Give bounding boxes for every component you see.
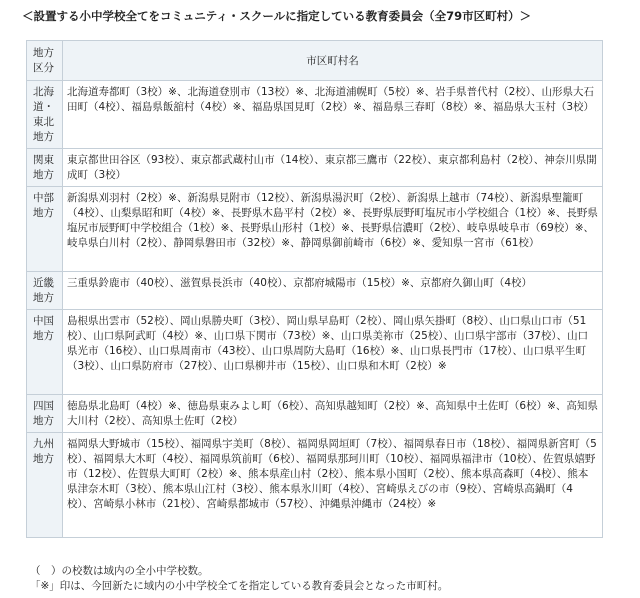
page-title: ＜設置する小中学校全てをコミュニティ・スクールに指定している教育委員会（全79市区町村）＞ (22, 9, 532, 23)
region-cell (27, 187, 63, 272)
table-row (27, 272, 603, 310)
names-cell: 三重県鈴鹿市（40校）、滋賀県長浜市（40校）、京都府城陽市（15校）※、京都府久御山町（4校） (63, 272, 603, 310)
region-cell (27, 149, 63, 187)
region-cell (27, 433, 63, 538)
names-cell: 徳島県北島町（4校）※、徳島県東みよし町（6校）、高知県越知町（2校）※、高知県中土佐町（6校）※、高知県大川村（2校）、高知県土佐町（2校） (63, 395, 603, 433)
header-region (27, 41, 63, 81)
region-label: 九州 地方 (33, 438, 54, 465)
region-label: 関東 地方 (33, 154, 54, 181)
region-cell (27, 81, 63, 149)
table-header-row (27, 41, 603, 81)
names-cell: 北海道寿都町（3校）※、北海道登別市（13校）※、北海道浦幌町（5校）※、岩手県普代村（2校）、山形県大石田町（4校）、福島県飯舘村（4校）※、福島県国見町（2校）※、福島県三春町（8校）※、福島県大玉村（3校） (63, 81, 603, 149)
table-row (27, 310, 603, 395)
names-cell: 福岡県大野城市（15校）、福岡県宇美町（8校）、福岡県岡垣町（7校）、福岡県春日市（18校）、福岡県新宮町（5校）、福岡県大木町（4校）、福岡県筑前町（6校）、福岡県那珂川町（10校）、福岡県福津市（10校）、佐賀県嬉野市（12校）、佐賀県大町町（2校）※、熊本県産山村（2校）、熊本県小国町（2校）、熊本県高森町（4校）、熊本県津奈木町（3校）、熊本県山江村（3校）、熊本県氷川町（4校）、宮崎県えびの市（9校）、宮崎県高鍋町（4校）、宮崎県小林市（21校）、宮崎県都城市（57校）、沖縄県沖縄市（24校）※ (63, 433, 603, 538)
region-label: 中部 地方 (33, 192, 54, 219)
region-cell (27, 395, 63, 433)
header-region-label: 地方 区分 (33, 47, 54, 74)
table-row (27, 433, 603, 538)
table-row (27, 81, 603, 149)
table-row (27, 149, 603, 187)
region-cell (27, 272, 63, 310)
region-label: 近畿 地方 (33, 277, 54, 304)
region-label: 中国 地方 (33, 315, 54, 342)
table-row (27, 395, 603, 433)
table-notes (30, 564, 630, 594)
names-cell: 新潟県刈羽村（2校）※、新潟県見附市（12校）、新潟県湯沢町（2校）、新潟県上越市（74校）、新潟県聖籠町（4校）、山梨県昭和町（4校）※、長野県木島平村（2校）※、長野県辰野町塩尻市小学校組合（1校）※、長野県塩尻市辰野町中学校組合（1校）※、長野県山形村（1校）※、長野県信濃町（2校）、岐阜県岐阜市（69校）※、岐阜県白川村（2校）、静岡県磐田市（32校）※、静岡県御前崎市（6校）※、愛知県一宮市（61校） (63, 187, 603, 272)
region-cell (27, 310, 63, 395)
note-school-count: （ ）の校数は域内の全小中学校数。 (30, 565, 209, 577)
names-cell: 島根県出雲市（52校）、岡山県勝央町（3校）、岡山県早島町（2校）、岡山県矢掛町（8校）、山口県山口市（51校）、山口県阿武町（4校）※、山口県下関市（73校）※、山口県美祢市（25校）、山口県宇部市（37校）、山口県光市（16校）、山口県周南市（43校）、山口県周防大島町（16校）※、山口県長門市（17校）、山口県平生町（3校）、山口県防府市（27校）、山口県柳井市（15校）、山口県和木町（2校）※ (63, 310, 603, 395)
region-label: 四国 地方 (33, 400, 54, 427)
table-row (27, 187, 603, 272)
region-label: 北海 道・ 東北 地方 (33, 86, 54, 143)
header-names: 市区町村名 (63, 41, 603, 81)
note-asterisk: 「※」印は、今回新たに域内の小中学校全てを指定している教育委員会となった市町村。 (30, 580, 449, 592)
names-cell: 東京都世田谷区（93校）、東京都武蔵村山市（14校）、東京都三鷹市（22校）、東京都利島村（2校）、神奈川県開成町（3校） (63, 149, 603, 187)
designation-table (26, 40, 603, 538)
